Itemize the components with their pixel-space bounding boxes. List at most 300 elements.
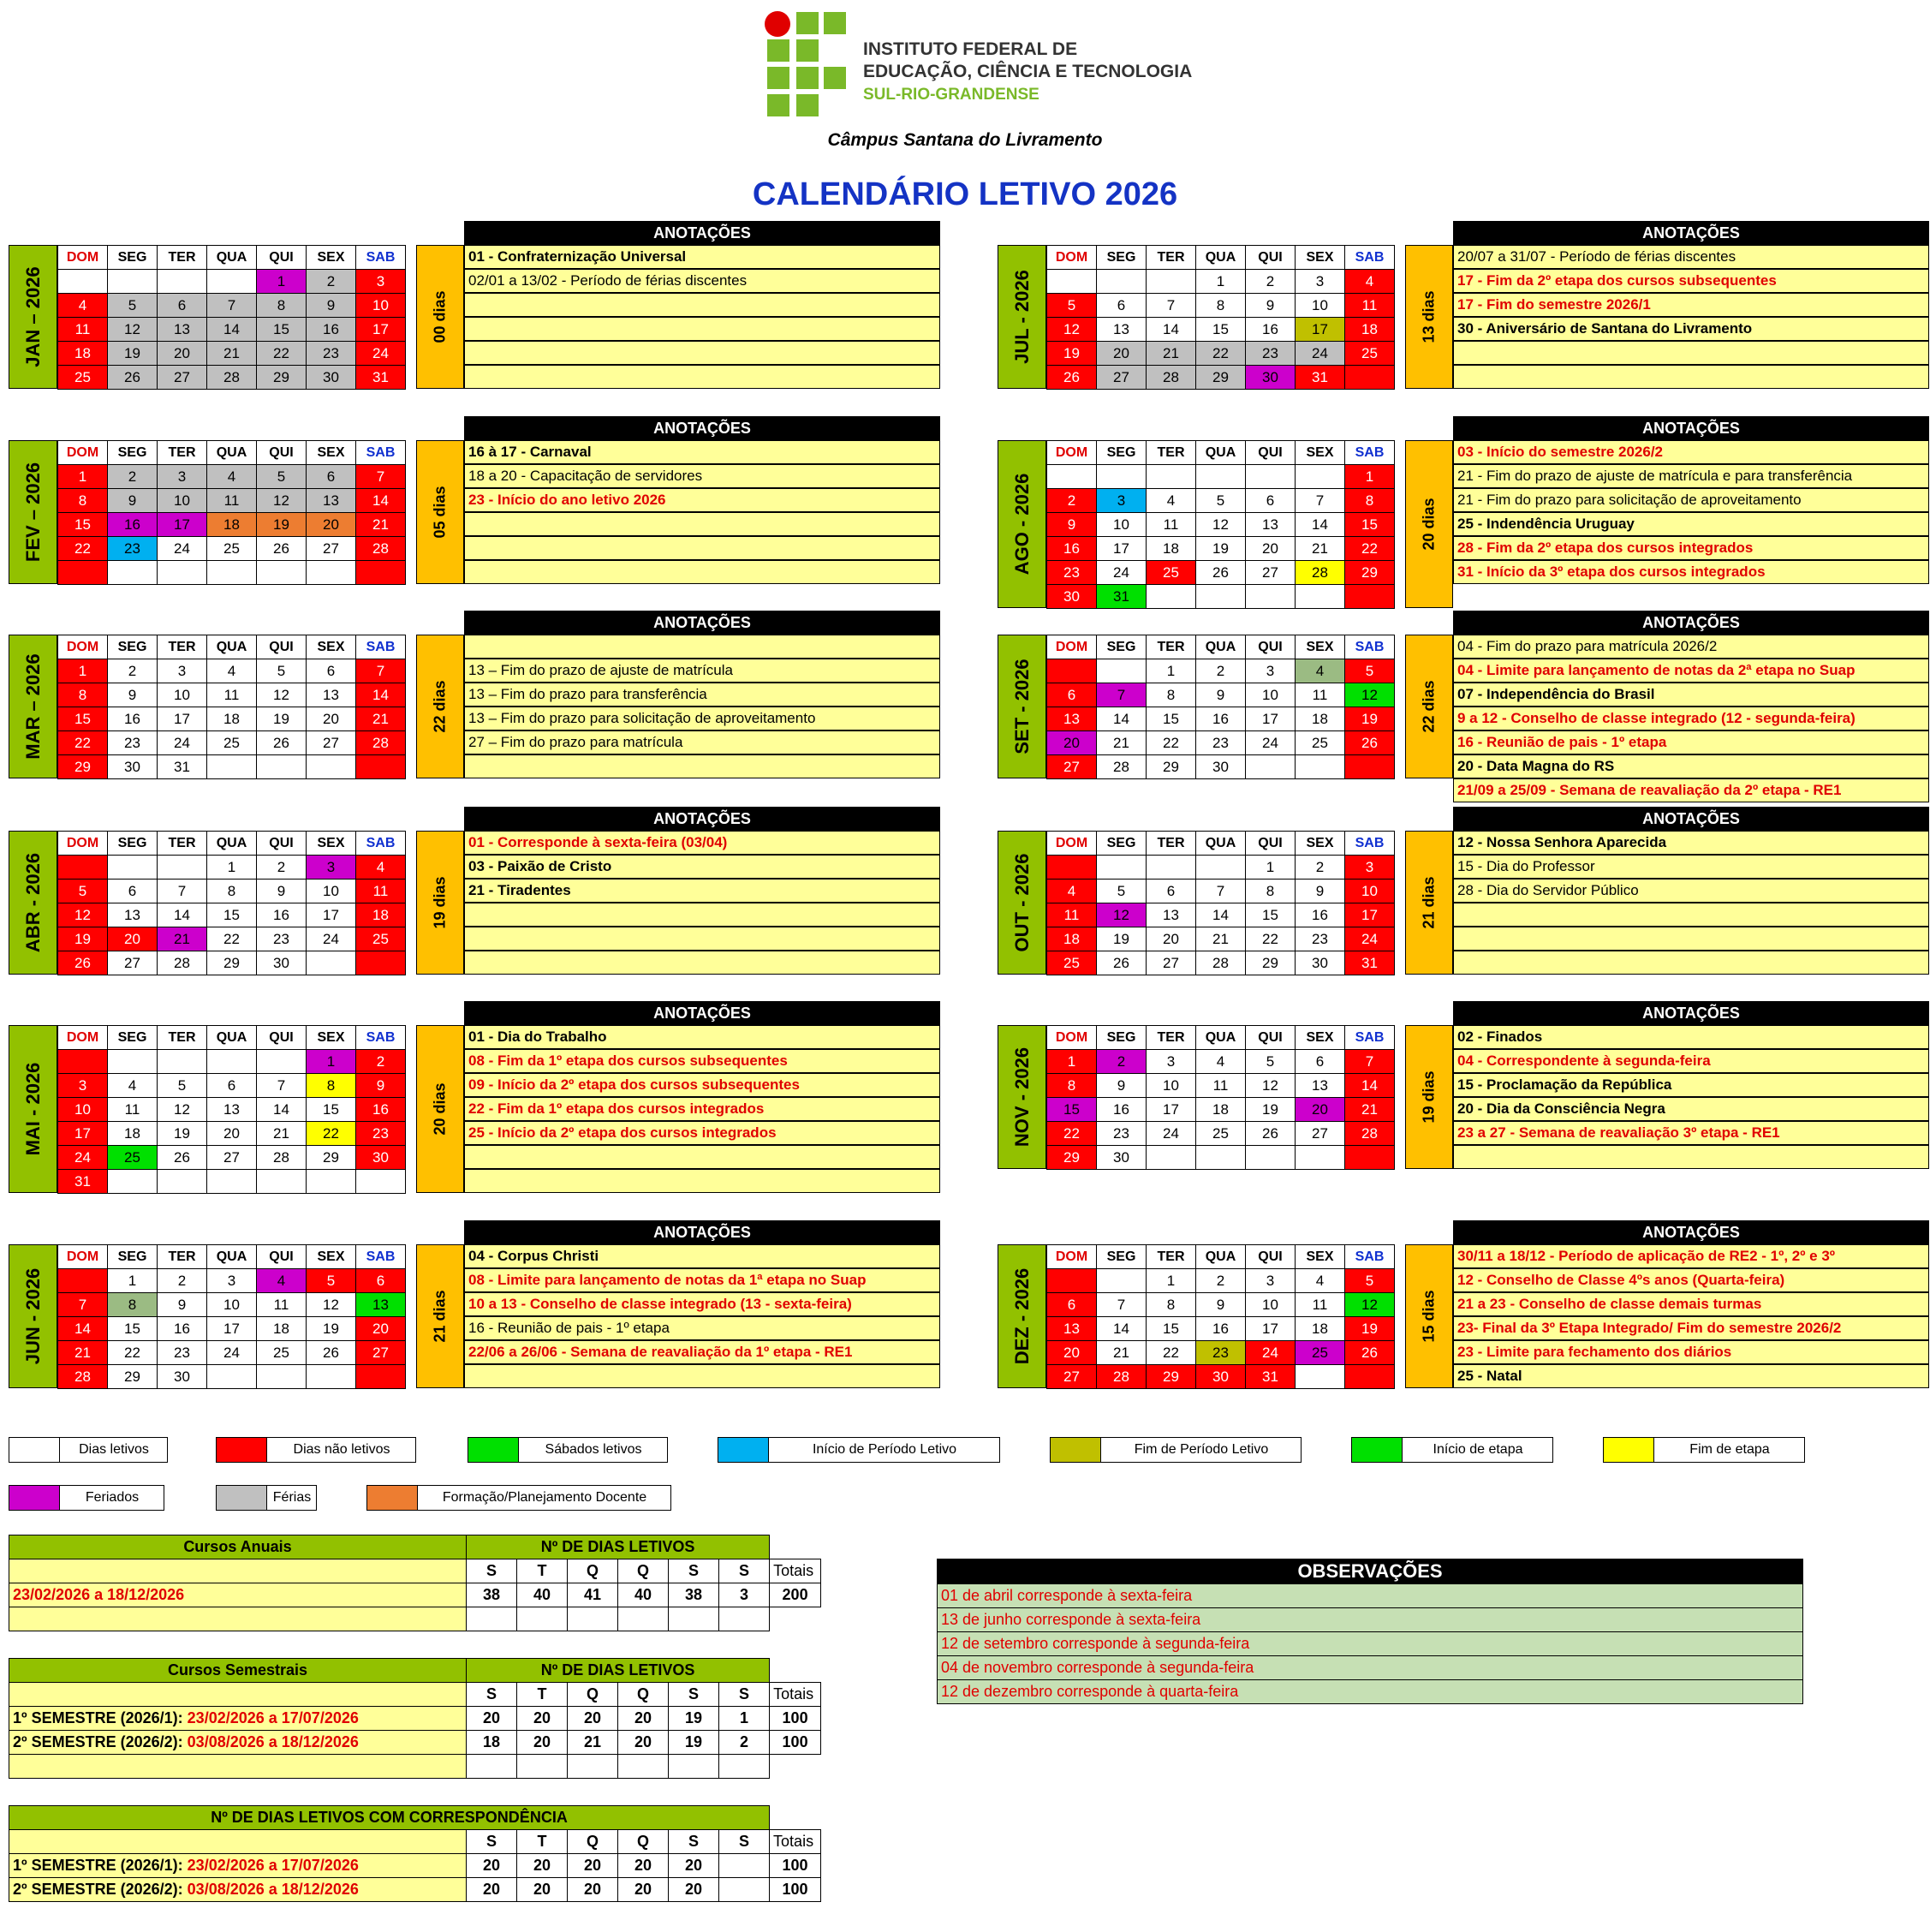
annotation-line (464, 1364, 940, 1388)
calendar-day (1246, 1146, 1296, 1170)
calendar-day (1047, 856, 1097, 880)
calendar-day: 16 (158, 1317, 207, 1341)
calendar-day: 9 (1196, 683, 1246, 707)
calendar-day: 1 (108, 1269, 158, 1293)
calendar-day: 14 (1296, 513, 1345, 537)
weekday-header: QUI (257, 246, 307, 270)
calendar-day: 3 (1246, 1269, 1296, 1293)
weekday-header: QUA (1196, 635, 1246, 659)
calendar-day: 2 (257, 856, 307, 880)
school-days-count (1405, 635, 1453, 778)
calendar-day: 14 (356, 683, 406, 707)
calendar-day: 22 (1147, 731, 1196, 755)
weekday-header: DOM (58, 1245, 108, 1269)
calendar-day: 18 (108, 1122, 158, 1146)
legend-swatch (9, 1486, 60, 1510)
calendar-day: 11 (1345, 294, 1395, 318)
annotation-line (464, 365, 940, 389)
calendar-day: 15 (1147, 707, 1196, 731)
annual-days-header: Nº DE DIAS LETIVOS (467, 1535, 770, 1559)
calendar-day: 23 (1047, 561, 1097, 585)
calendar-day: 1 (1047, 1050, 1097, 1074)
calendar-day: 10 (1246, 683, 1296, 707)
calendar-day: 22 (207, 927, 257, 951)
calendar-day (356, 951, 406, 975)
calendar-day: 15 (1147, 1317, 1196, 1341)
legend-item (1603, 1437, 1805, 1463)
calendar-day: 9 (356, 1074, 406, 1098)
weekday-header: DOM (58, 1026, 108, 1050)
annotations-header: ANOTAÇÕES (464, 1220, 940, 1244)
corr-label: 2º SEMESTRE (2026/2): (13, 1881, 183, 1898)
calendar-day (257, 1050, 307, 1074)
calendar-day: 25 (207, 537, 257, 561)
calendar-day: 24 (1246, 731, 1296, 755)
calendar-day: 25 (58, 366, 108, 390)
calendar-day: 14 (1345, 1074, 1395, 1098)
calendar-day: 28 (356, 537, 406, 561)
weekday-header: SEG (108, 441, 158, 465)
calendar-day: 22 (257, 342, 307, 366)
calendar-day: 7 (58, 1293, 108, 1317)
school-days-text: 00 dias (431, 290, 449, 343)
calendar-day (1345, 1365, 1395, 1389)
calendar-day (207, 1170, 257, 1194)
calendar-day: 25 (1196, 1122, 1246, 1146)
calendar-day: 20 (207, 1122, 257, 1146)
weekday-header: TER (1147, 1245, 1196, 1269)
calendar-day: 21 (1196, 927, 1246, 951)
annotation-line: 04 - Correspondente à segunda-feira (1453, 1049, 1929, 1073)
weekday-header: QUA (207, 246, 257, 270)
legend-item (216, 1437, 416, 1463)
calendar-day: 8 (108, 1293, 158, 1317)
observation-item: 01 de abril corresponde à sexta-feira (937, 1584, 1803, 1608)
calendar-day: 12 (1246, 1074, 1296, 1098)
annotation-line: 08 - Fim da 1º etapa dos cursos subsequentes (464, 1049, 940, 1073)
semester-period: 03/08/2026 a 18/12/2026 (187, 1733, 359, 1750)
calendar-day: 21 (58, 1341, 108, 1365)
calendar-day: 27 (356, 1341, 406, 1365)
weekday-header: QUI (257, 1026, 307, 1050)
calendar-day: 26 (1097, 951, 1147, 975)
semester-value: 20 (618, 1707, 669, 1731)
calendar-day: 2 (307, 270, 356, 294)
calendar-day: 24 (158, 537, 207, 561)
weekday-header: SAB (356, 635, 406, 659)
weekday-col: S (467, 1559, 517, 1583)
annotation-line (464, 1145, 940, 1169)
calendar-day: 12 (257, 683, 307, 707)
calendar-day: 25 (1345, 342, 1395, 366)
calendar-day: 12 (1047, 318, 1097, 342)
calendar-day: 25 (1147, 561, 1196, 585)
calendar-day: 11 (257, 1293, 307, 1317)
annotation-line (464, 754, 940, 778)
annotation-line: 03 - Paixão de Cristo (464, 855, 940, 879)
calendar-day (307, 561, 356, 585)
corr-value: 20 (669, 1878, 719, 1902)
calendar-day: 28 (257, 1146, 307, 1170)
annotations-header: ANOTAÇÕES (1453, 611, 1929, 635)
calendar-day: 1 (1196, 270, 1246, 294)
weekday-col: S (467, 1683, 517, 1707)
calendar-day: 22 (58, 731, 108, 755)
calendar-day: 5 (58, 880, 108, 903)
weekday-header: SAB (1345, 1245, 1395, 1269)
calendar-day: 23 (1097, 1122, 1147, 1146)
calendar-day: 10 (1147, 1074, 1196, 1098)
weekday-header: TER (1147, 832, 1196, 856)
calendar-day: 14 (1147, 318, 1196, 342)
calendar-day: 24 (356, 342, 406, 366)
legend-label: Dias não letivos (293, 1442, 390, 1457)
calendar-day: 8 (1147, 683, 1196, 707)
semester-value: 20 (467, 1707, 517, 1731)
month-label (9, 245, 57, 389)
weekday-col: Q (618, 1830, 669, 1854)
calendar-day: 3 (1345, 856, 1395, 880)
weekday-header: SEX (1296, 635, 1345, 659)
calendar-day (207, 755, 257, 779)
calendar-day: 16 (356, 1098, 406, 1122)
calendar-day: 20 (1047, 731, 1097, 755)
calendar-day: 13 (108, 903, 158, 927)
calendar-day: 6 (108, 880, 158, 903)
calendar-day: 24 (307, 927, 356, 951)
weekday-header: SEX (307, 441, 356, 465)
corr-period: 03/08/2026 a 18/12/2026 (187, 1881, 359, 1898)
annual-courses-table (9, 1535, 821, 1631)
month-label-text: MAI - 2026 (21, 1062, 44, 1156)
annotation-line (1453, 341, 1929, 365)
calendar-day: 24 (58, 1146, 108, 1170)
calendar-day: 8 (207, 880, 257, 903)
calendar-day: 20 (1047, 1341, 1097, 1365)
calendar-day (207, 1050, 257, 1074)
calendar-day: 12 (1345, 1293, 1395, 1317)
school-days-count (416, 831, 464, 975)
legend-label: Fim de Período Letivo (1134, 1442, 1269, 1457)
calendar-day: 7 (356, 659, 406, 683)
weekday-header: SEG (108, 1245, 158, 1269)
calendar-day: 22 (1246, 927, 1296, 951)
semester-courses-table (9, 1658, 821, 1779)
calendar-day: 15 (1047, 1098, 1097, 1122)
weekday-header: QUI (257, 635, 307, 659)
calendar-day: 7 (1296, 489, 1345, 513)
calendar-day (1097, 856, 1147, 880)
observations-panel (937, 1559, 1803, 1704)
observation-item: 04 de novembro corresponde à segunda-feira (937, 1656, 1803, 1680)
semester-value: 1 (719, 1707, 770, 1731)
semester-label: 1º SEMESTRE (2026/1): (13, 1709, 183, 1726)
weekday-header: SEX (1296, 832, 1345, 856)
calendar-day: 1 (1345, 465, 1395, 489)
annotation-line: 21 a 23 - Conselho de classe demais turmas (1453, 1292, 1929, 1316)
page-title: CALENDÁRIO LETIVO 2026 (752, 176, 1178, 212)
semester-value: 20 (618, 1731, 669, 1755)
semester-value: 18 (467, 1731, 517, 1755)
school-days-text: 19 dias (1420, 1070, 1438, 1124)
calendar-day: 19 (1097, 927, 1147, 951)
calendar-day: 6 (1047, 1293, 1097, 1317)
calendar-day: 27 (1047, 1365, 1097, 1389)
weekday-header: SEG (1097, 1026, 1147, 1050)
calendar-day: 17 (1345, 903, 1395, 927)
calendar-day: 3 (158, 465, 207, 489)
calendar-day: 13 (1097, 318, 1147, 342)
calendar-day: 27 (1296, 1122, 1345, 1146)
weekday-header: QUA (207, 1026, 257, 1050)
weekday-header: QUI (257, 1245, 307, 1269)
calendar-day: 2 (1196, 659, 1246, 683)
annotation-line: 10 a 13 - Conselho de classe integrado (13 - sexta-feira) (464, 1292, 940, 1316)
calendar-day (108, 1170, 158, 1194)
calendar-day: 4 (257, 1269, 307, 1293)
legend-swatch (468, 1438, 519, 1462)
month-label-text: FEV – 2026 (21, 462, 44, 563)
month-calendar (57, 1025, 406, 1194)
calendar-day: 24 (1097, 561, 1147, 585)
calendar-day (1296, 1146, 1345, 1170)
calendar-day: 13 (356, 1293, 406, 1317)
observation-item: 12 de setembro corresponde à segunda-feira (937, 1632, 1803, 1656)
calendar-day: 9 (1296, 880, 1345, 903)
calendar-day: 8 (58, 489, 108, 513)
calendar-day (1296, 755, 1345, 779)
calendar-day: 31 (356, 366, 406, 390)
calendar-day: 6 (356, 1269, 406, 1293)
calendar-day: 13 (1246, 513, 1296, 537)
month-calendar (57, 831, 406, 975)
calendar-day: 21 (356, 513, 406, 537)
calendar-day: 16 (108, 513, 158, 537)
calendar-day: 2 (158, 1269, 207, 1293)
month-calendar (57, 440, 406, 585)
calendar-day: 7 (207, 294, 257, 318)
calendar-day (1147, 585, 1196, 609)
correspondence-table (9, 1805, 821, 1902)
weekday-header: QUA (207, 441, 257, 465)
annotation-line: 03 - Início do semestre 2026/2 (1453, 440, 1929, 464)
calendar-day: 21 (1147, 342, 1196, 366)
school-days-text: 21 dias (431, 1290, 449, 1343)
calendar-day: 21 (158, 927, 207, 951)
annotation-line: 20 - Data Magna do RS (1453, 754, 1929, 778)
legend-label: Formação/Planejamento Docente (442, 1490, 647, 1505)
calendar-day: 24 (1147, 1122, 1196, 1146)
calendar-day (1047, 465, 1097, 489)
weekday-header: TER (1147, 635, 1196, 659)
calendar-day: 17 (356, 318, 406, 342)
calendar-day (108, 561, 158, 585)
weekday-header: QUI (257, 441, 307, 465)
calendar-day: 3 (1147, 1050, 1196, 1074)
calendar-day: 27 (1097, 366, 1147, 390)
calendar-day: 26 (1246, 1122, 1296, 1146)
calendar-day (207, 270, 257, 294)
calendar-day: 6 (307, 659, 356, 683)
semester-title: Cursos Semestrais (9, 1659, 467, 1683)
calendar-day: 18 (257, 1317, 307, 1341)
calendar-day (1097, 1269, 1147, 1293)
annotation-line: 28 - Dia do Servidor Público (1453, 879, 1929, 903)
calendar-day (158, 1050, 207, 1074)
calendar-day: 19 (307, 1317, 356, 1341)
annotation-line (464, 317, 940, 341)
month-label-text: ABR - 2026 (21, 852, 44, 953)
annotation-line: 13 – Fim do prazo de ajuste de matrícula (464, 659, 940, 683)
school-days-count (1405, 1025, 1453, 1169)
month-label-text: NOV - 2026 (1010, 1046, 1033, 1148)
calendar-day: 2 (1097, 1050, 1147, 1074)
calendar-day (58, 1269, 108, 1293)
annotations-header: ANOTAÇÕES (1453, 1220, 1929, 1244)
annotation-line: 21 - Fim do prazo para solicitação de aproveitamento (1453, 488, 1929, 512)
calendar-day: 30 (108, 755, 158, 779)
calendar-day: 29 (1147, 1365, 1196, 1389)
calendar-day: 3 (1097, 489, 1147, 513)
corr-period: 23/02/2026 a 17/07/2026 (187, 1857, 359, 1874)
institute-logo (742, 7, 1204, 123)
calendar-day: 17 (1246, 1317, 1296, 1341)
calendar-day: 9 (1097, 1074, 1147, 1098)
calendar-day: 12 (58, 903, 108, 927)
calendar-day: 19 (1246, 1098, 1296, 1122)
semester-value: 20 (568, 1707, 618, 1731)
calendar-day: 4 (356, 856, 406, 880)
calendar-day: 21 (1097, 731, 1147, 755)
corr-total: 100 (770, 1878, 821, 1902)
month-calendar (1046, 635, 1395, 779)
calendar-day: 15 (58, 707, 108, 731)
calendar-day: 28 (58, 1365, 108, 1389)
weekday-header: TER (1147, 1026, 1196, 1050)
calendar-day (207, 561, 257, 585)
calendar-day: 27 (207, 1146, 257, 1170)
calendar-day: 29 (1047, 1146, 1097, 1170)
calendar-day: 13 (1296, 1074, 1345, 1098)
calendar-day (58, 270, 108, 294)
weekday-header: SEX (1296, 441, 1345, 465)
calendar-day (1296, 585, 1345, 609)
calendar-day: 2 (1296, 856, 1345, 880)
calendar-day (1047, 270, 1097, 294)
annotation-line: 23 a 27 - Semana de reavaliação 3º etapa - RE1 (1453, 1121, 1929, 1145)
calendar-day: 23 (1196, 731, 1246, 755)
legend-swatch (1604, 1438, 1654, 1462)
calendar-day: 10 (356, 294, 406, 318)
calendar-day: 11 (108, 1098, 158, 1122)
annotation-line (1453, 903, 1929, 927)
calendar-day: 3 (158, 659, 207, 683)
weekday-header: TER (1147, 441, 1196, 465)
calendar-day: 11 (1047, 903, 1097, 927)
calendar-day (1296, 1365, 1345, 1389)
weekday-header: TER (158, 441, 207, 465)
calendar-day: 12 (257, 489, 307, 513)
calendar-day: 20 (1246, 537, 1296, 561)
calendar-day: 7 (1147, 294, 1196, 318)
month-calendar (57, 1244, 406, 1389)
calendar-day: 25 (108, 1146, 158, 1170)
calendar-day: 8 (257, 294, 307, 318)
weekday-header: TER (158, 635, 207, 659)
weekday-header: QUA (1196, 832, 1246, 856)
calendar-day: 10 (58, 1098, 108, 1122)
weekday-header: SAB (1345, 441, 1395, 465)
legend-swatch (1051, 1438, 1101, 1462)
calendar-day: 3 (1246, 659, 1296, 683)
semester-days-header: Nº DE DIAS LETIVOS (467, 1659, 770, 1683)
weekday-header: DOM (58, 832, 108, 856)
calendar-day: 9 (1047, 513, 1097, 537)
annual-value: 40 (618, 1583, 669, 1607)
calendar-day (158, 561, 207, 585)
annotations-header: ANOTAÇÕES (1453, 1001, 1929, 1025)
school-days-text: 20 dias (431, 1082, 449, 1136)
weekday-header: SAB (356, 1026, 406, 1050)
weekday-header: QUA (1196, 441, 1246, 465)
calendar-day (356, 1365, 406, 1389)
calendar-day (1097, 659, 1147, 683)
calendar-day: 15 (58, 513, 108, 537)
weekday-header: SEX (307, 832, 356, 856)
weekday-col: S (719, 1830, 770, 1854)
calendar-day: 27 (158, 366, 207, 390)
calendar-day: 27 (307, 731, 356, 755)
month-calendar (57, 245, 406, 390)
calendar-day: 5 (158, 1074, 207, 1098)
calendar-day: 16 (1296, 903, 1345, 927)
month-label (998, 245, 1046, 389)
calendar-day: 31 (1097, 585, 1147, 609)
legend-swatch (367, 1486, 418, 1510)
calendar-day: 11 (1296, 683, 1345, 707)
annotation-line: 18 a 20 - Capacitação de servidores (464, 464, 940, 488)
calendar-day (1196, 1146, 1246, 1170)
annual-value: 38 (669, 1583, 719, 1607)
annotations-header: ANOTAÇÕES (1453, 221, 1929, 245)
legend-label: Feriados (85, 1490, 140, 1505)
annotation-line: 07 - Independência do Brasil (1453, 683, 1929, 707)
calendar-day: 20 (1097, 342, 1147, 366)
weekday-header: SAB (1345, 635, 1395, 659)
calendar-day (307, 951, 356, 975)
weekday-col: S (719, 1559, 770, 1583)
calendar-day: 2 (108, 465, 158, 489)
legend-swatch (718, 1438, 769, 1462)
calendar-day: 1 (1147, 1269, 1196, 1293)
observation-item: 13 de junho corresponde à sexta-feira (937, 1608, 1803, 1632)
weekday-header: TER (158, 832, 207, 856)
calendar-day: 28 (158, 951, 207, 975)
annotation-line (464, 536, 940, 560)
calendar-day: 26 (108, 366, 158, 390)
corr-label: 1º SEMESTRE (2026/1): (13, 1857, 183, 1874)
calendar-day (1097, 465, 1147, 489)
weekday-header: DOM (1047, 246, 1097, 270)
calendar-day: 5 (1047, 294, 1097, 318)
calendar-day: 13 (307, 683, 356, 707)
weekday-header: SEG (1097, 832, 1147, 856)
calendar-day: 3 (307, 856, 356, 880)
calendar-day: 28 (1296, 561, 1345, 585)
annotation-line (1453, 951, 1929, 975)
calendar-day: 13 (158, 318, 207, 342)
weekday-header: DOM (1047, 1245, 1097, 1269)
